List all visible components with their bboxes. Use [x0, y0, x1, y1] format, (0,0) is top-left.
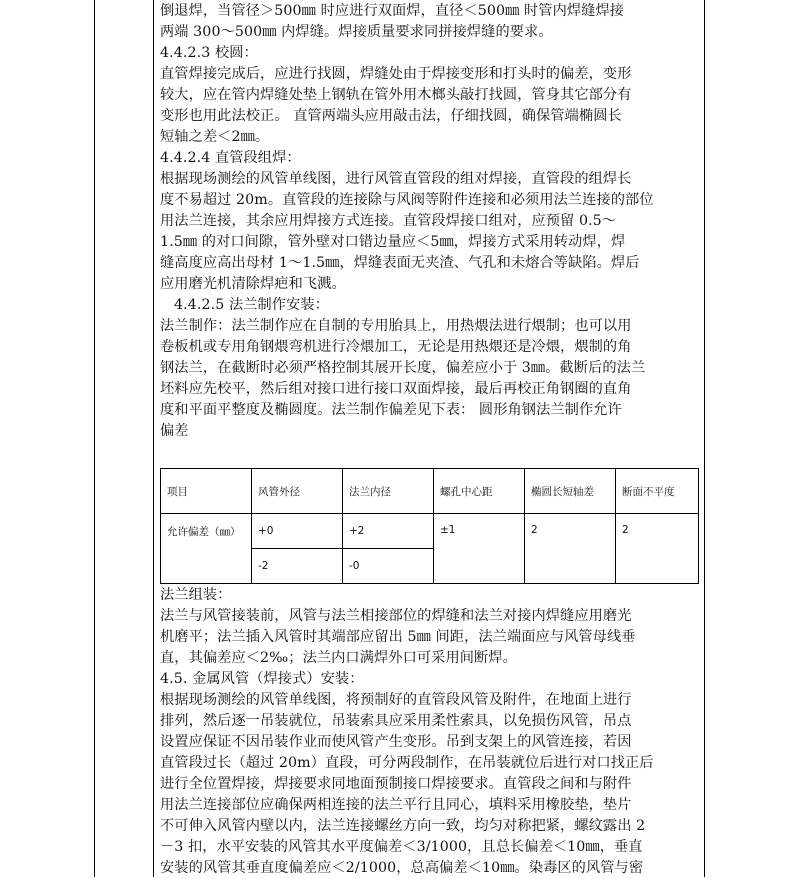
- text-line: 进行全位置焊接，焊接要求同地面预制接口焊接要求。直管段之间和与附件: [160, 776, 632, 792]
- text-line: 倒退焊，当管径＞500㎜ 时应进行双面焊，直径＜500㎜ 时管内焊缝焊接: [160, 3, 625, 19]
- table-row: [161, 514, 699, 549]
- section-heading: 法兰组装：: [160, 587, 232, 603]
- table-header-cell: 项目: [161, 469, 252, 514]
- text-line: 用法兰连接，其余应用焊接方式连接。直管段焊接口组对，应预留 0.5～: [160, 213, 617, 229]
- text-line: 坯料应先校平，然后组对接口进行接口双面焊接，最后再校正角钢圈的直角: [160, 381, 632, 397]
- section-heading: 4.4.2.5 法兰制作安装：: [174, 297, 329, 313]
- text-line: 根据现场测绘的风管单线图，进行风管直管段的组对焊接，直管段的组焊长: [160, 171, 632, 187]
- text-line: 缝高度应高出母材 1～1.5㎜，焊缝表面无夹渣、气孔和未熔合等缺陷。焊后: [160, 255, 640, 271]
- text-line: 设置应保证不因吊装作业而使风管产生变形。吊到支架上的风管连接，若因: [160, 734, 632, 750]
- table-cell: +2: [343, 514, 434, 549]
- table-header-cell: 断面不平度: [616, 469, 699, 514]
- table-cell: +0: [252, 514, 343, 549]
- table-cell: ±1: [434, 514, 525, 584]
- table-cell: 2: [525, 514, 616, 584]
- text-line: －3 扣，水平安装的风管其水平度偏差＜3/1000，且总长偏差＜10㎜，垂直: [160, 839, 643, 855]
- table-cell: 2: [616, 514, 699, 584]
- table-header-cell: 椭圆长短轴差: [525, 469, 616, 514]
- text-line: 用法兰连接部位应确保两相连接的法兰平行且同心，填料采用橡胶垫，垫片: [160, 797, 632, 813]
- text-line: 1.5㎜ 的对口间隙，管外壁对口错边量应＜5㎜，焊接方式采用转动焊，焊: [160, 234, 626, 250]
- text-line: 两端 300～500㎜ 内焊缝。焊接质量要求同拼接焊缝的要求。: [160, 24, 553, 40]
- text-line: 度和平面平整度及椭圆度。法兰制作偏差见下表： 圆形角钢法兰制作允许: [160, 402, 622, 418]
- text-line: 直管焊接完成后，应进行找圆，焊缝处由于焊接变形和打头时的偏差，变形: [160, 66, 632, 82]
- table-header-row: [161, 469, 699, 514]
- text-line: 偏差: [160, 423, 189, 439]
- text-line: 较大，应在管内焊缝处垫上钢轨在管外用木榔头敲打找圆，管身其它部分有: [160, 87, 632, 103]
- table-header-cell: 风管外径: [252, 469, 343, 514]
- text-line: 度不易超过 20m。直管段的连接除与风阀等附件连接和必须用法兰连接的部位: [160, 192, 654, 208]
- text-line: 安装的风管其垂直度偏差应＜2/1000，总高偏差＜10㎜。染毒区的风管与密: [160, 860, 644, 876]
- text-line: 钢法兰，在截断时必须严格控制其展开长度，偏差应小于 3㎜。截断后的法兰: [160, 360, 646, 376]
- table-header-cell: 螺孔中心距: [434, 469, 525, 514]
- text-line: 法兰制作：法兰制作应在自制的专用胎具上，用热煨法进行煨制；也可以用: [160, 318, 632, 334]
- text-line: 不可伸入风管内壁以内，法兰连接螺丝方向一致，均匀对称把紧，螺纹露出 2: [160, 818, 646, 834]
- text-line: 直，其偏差应＜2‰；法兰内口满焊外口可采用间断焊。: [160, 650, 517, 666]
- table-header-cell: 法兰内径: [343, 469, 434, 514]
- table-cell: -2: [252, 549, 343, 584]
- section-heading: 4.5. 金属风管（焊接式）安装：: [160, 671, 364, 687]
- flange-tolerance-table: [160, 468, 699, 584]
- text-line: 变形也用此法校正。 直管两端头应用敲击法，仔细找圆，确保管端椭圆长: [160, 108, 622, 124]
- text-line: 直管段过长（超过 20m）直段，可分两段制作，在吊装就位后进行对口找正后: [160, 755, 654, 771]
- text-line: 卷板机或专用角钢煨弯机进行冷煨加工，无论是用热煨还是冷煨，煨制的角: [160, 339, 632, 355]
- text-line: 机磨平；法兰插入风管时其端部应留出 5㎜ 间距，法兰端面应与风管母线垂: [160, 629, 636, 645]
- text-line: 应用磨光机清除焊疤和飞溅。: [160, 276, 346, 292]
- lower-text-block: [160, 585, 695, 879]
- column-divider: [153, 0, 154, 877]
- section-heading: 4.4.2.4 直管段组焊：: [160, 150, 301, 166]
- section-heading: 4.4.2.3 校圆：: [160, 45, 258, 61]
- text-line: 法兰与风管接装前，风管与法兰相接部位的焊缝和法兰对接内焊缝应用磨光: [160, 608, 632, 624]
- table-cell: 允许偏差（㎜）: [161, 514, 252, 584]
- text-line: 根据现场测绘的风管单线图，将预制好的直管段风管及附件，在地面上进行: [160, 692, 632, 708]
- table-cell: -0: [343, 549, 434, 584]
- upper-text-block: [160, 1, 695, 442]
- text-line: 短轴之差＜2㎜。: [160, 129, 270, 145]
- text-line: 排列，然后逐一吊装就位，吊装索具应采用柔性索具，以免损伤风管，吊点: [160, 713, 632, 729]
